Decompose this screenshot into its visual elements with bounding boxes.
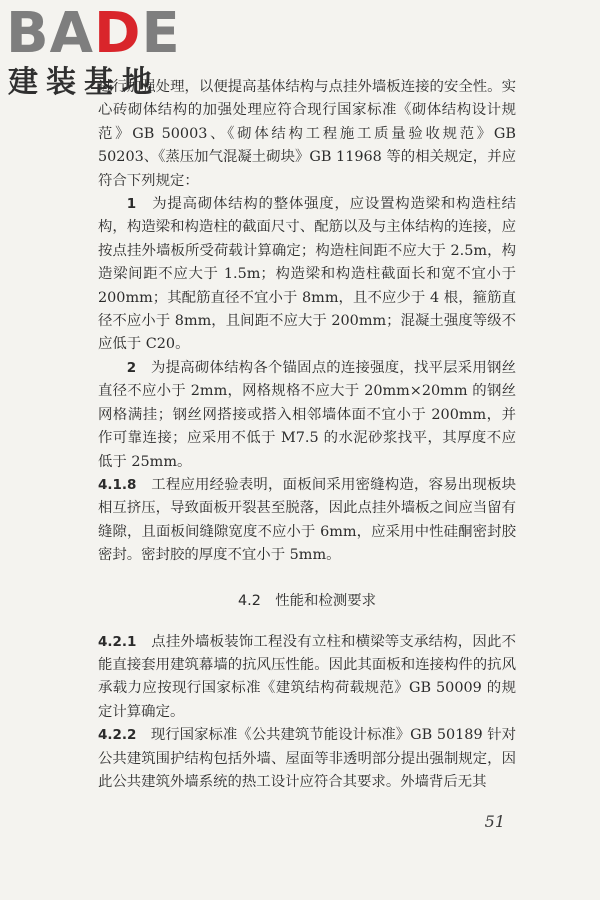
logo-wordmark — [6, 1, 181, 66]
list-item-2-number: 2 — [126, 359, 137, 376]
list-item-1 — [98, 193, 516, 357]
document-body — [98, 76, 516, 794]
logo-word-accent: D — [94, 1, 142, 66]
page-number: 51 — [484, 812, 505, 831]
logo-word-start: BA — [6, 1, 95, 66]
clause-4-1-8 — [98, 474, 516, 568]
clause-4-2-2-text: 现行国家标准《公共建筑节能设计标准》GB 50189 针对公共建筑围护结构包括外墙、屋面等非透明部分提出强制规定，因此公共建筑外墙系统的热工设计应符合其要求。外墙背后无其 — [98, 727, 516, 790]
logo-subtitle: 建装基地 — [8, 65, 160, 100]
clause-4-2-1-text: 点挂外墙板装饰工程没有立柱和横梁等支承结构，因此不能直接套用建筑幕墙的抗风压性能。因此其面板和连接构件的抗风承载力应按现行国家标准《建筑结构荷载规范》GB 50009 的规定计算确定。 — [98, 633, 516, 720]
clause-4-1-8-number: 4.1.8 — [98, 476, 137, 493]
list-item-1-number: 1 — [126, 196, 137, 213]
paragraph-intro: 进行加强处理，以便提高基体结构与点挂外墙板连接的安全性。实心砖砌体结构的加强处理应符合现行国家标准《砌体结构设计规范》GB 50003、《砌体结构工程施工质量验收规范》GB 50203、《蒸压加气混凝土砌块》GB 11968 等的相关规定，并应符合下列规定： — [98, 79, 516, 189]
clause-4-2-1 — [98, 631, 516, 725]
clause-4-2-2-number: 4.2.2 — [98, 727, 137, 744]
list-item-2-text: 为提高砌体结构各个锚固点的连接强度，找平层采用钢丝直径不应小于 2mm，网格规格不应大于 20mm×20mm 的钢丝网格满挂；钢丝网搭接或搭入相邻墙体面不宜小于 200mm，并作可靠连接；应采用不低于 M7.5 的水泥砂浆找平，其厚度不应低于 25mm。 — [98, 359, 516, 470]
clause-4-1-8-text: 工程应用经验表明，面板间采用密缝构造，容易出现板块相互挤压，导致面板开裂甚至脱落，因此点挂外墙板之间应当留有缝隙，且面板间缝隙宽度不应小于 6mm，应采用中性硅酮密封胶密封。密封胶的厚度不宜小于 5mm。 — [98, 476, 516, 564]
clause-4-2-1-number: 4.2.1 — [98, 633, 137, 650]
clause-4-2-2 — [98, 724, 516, 794]
list-item-2 — [98, 357, 516, 474]
section-title: 4.2 性能和检测要求 — [237, 592, 376, 609]
list-item-1-text: 为提高砌体结构的整体强度，应设置构造梁和构造柱结构，构造梁和构造柱的截面尺寸、配筋以及与主体结构的连接，应按点挂外墙板所受荷载计算确定；构造柱间距不应大于 2.5m，构造梁间距不应大于 1.5m；构造梁和构造柱截面长和宽不宜小于 200mm；其配筋直径不宜小于 8mm，且不应少于 4 根，箍筋直径不应小于 8mm，且间距不应大于 200mm；混凝土强度等级不应低于 C20。 — [98, 196, 516, 353]
logo-word-end: E — [141, 1, 181, 66]
